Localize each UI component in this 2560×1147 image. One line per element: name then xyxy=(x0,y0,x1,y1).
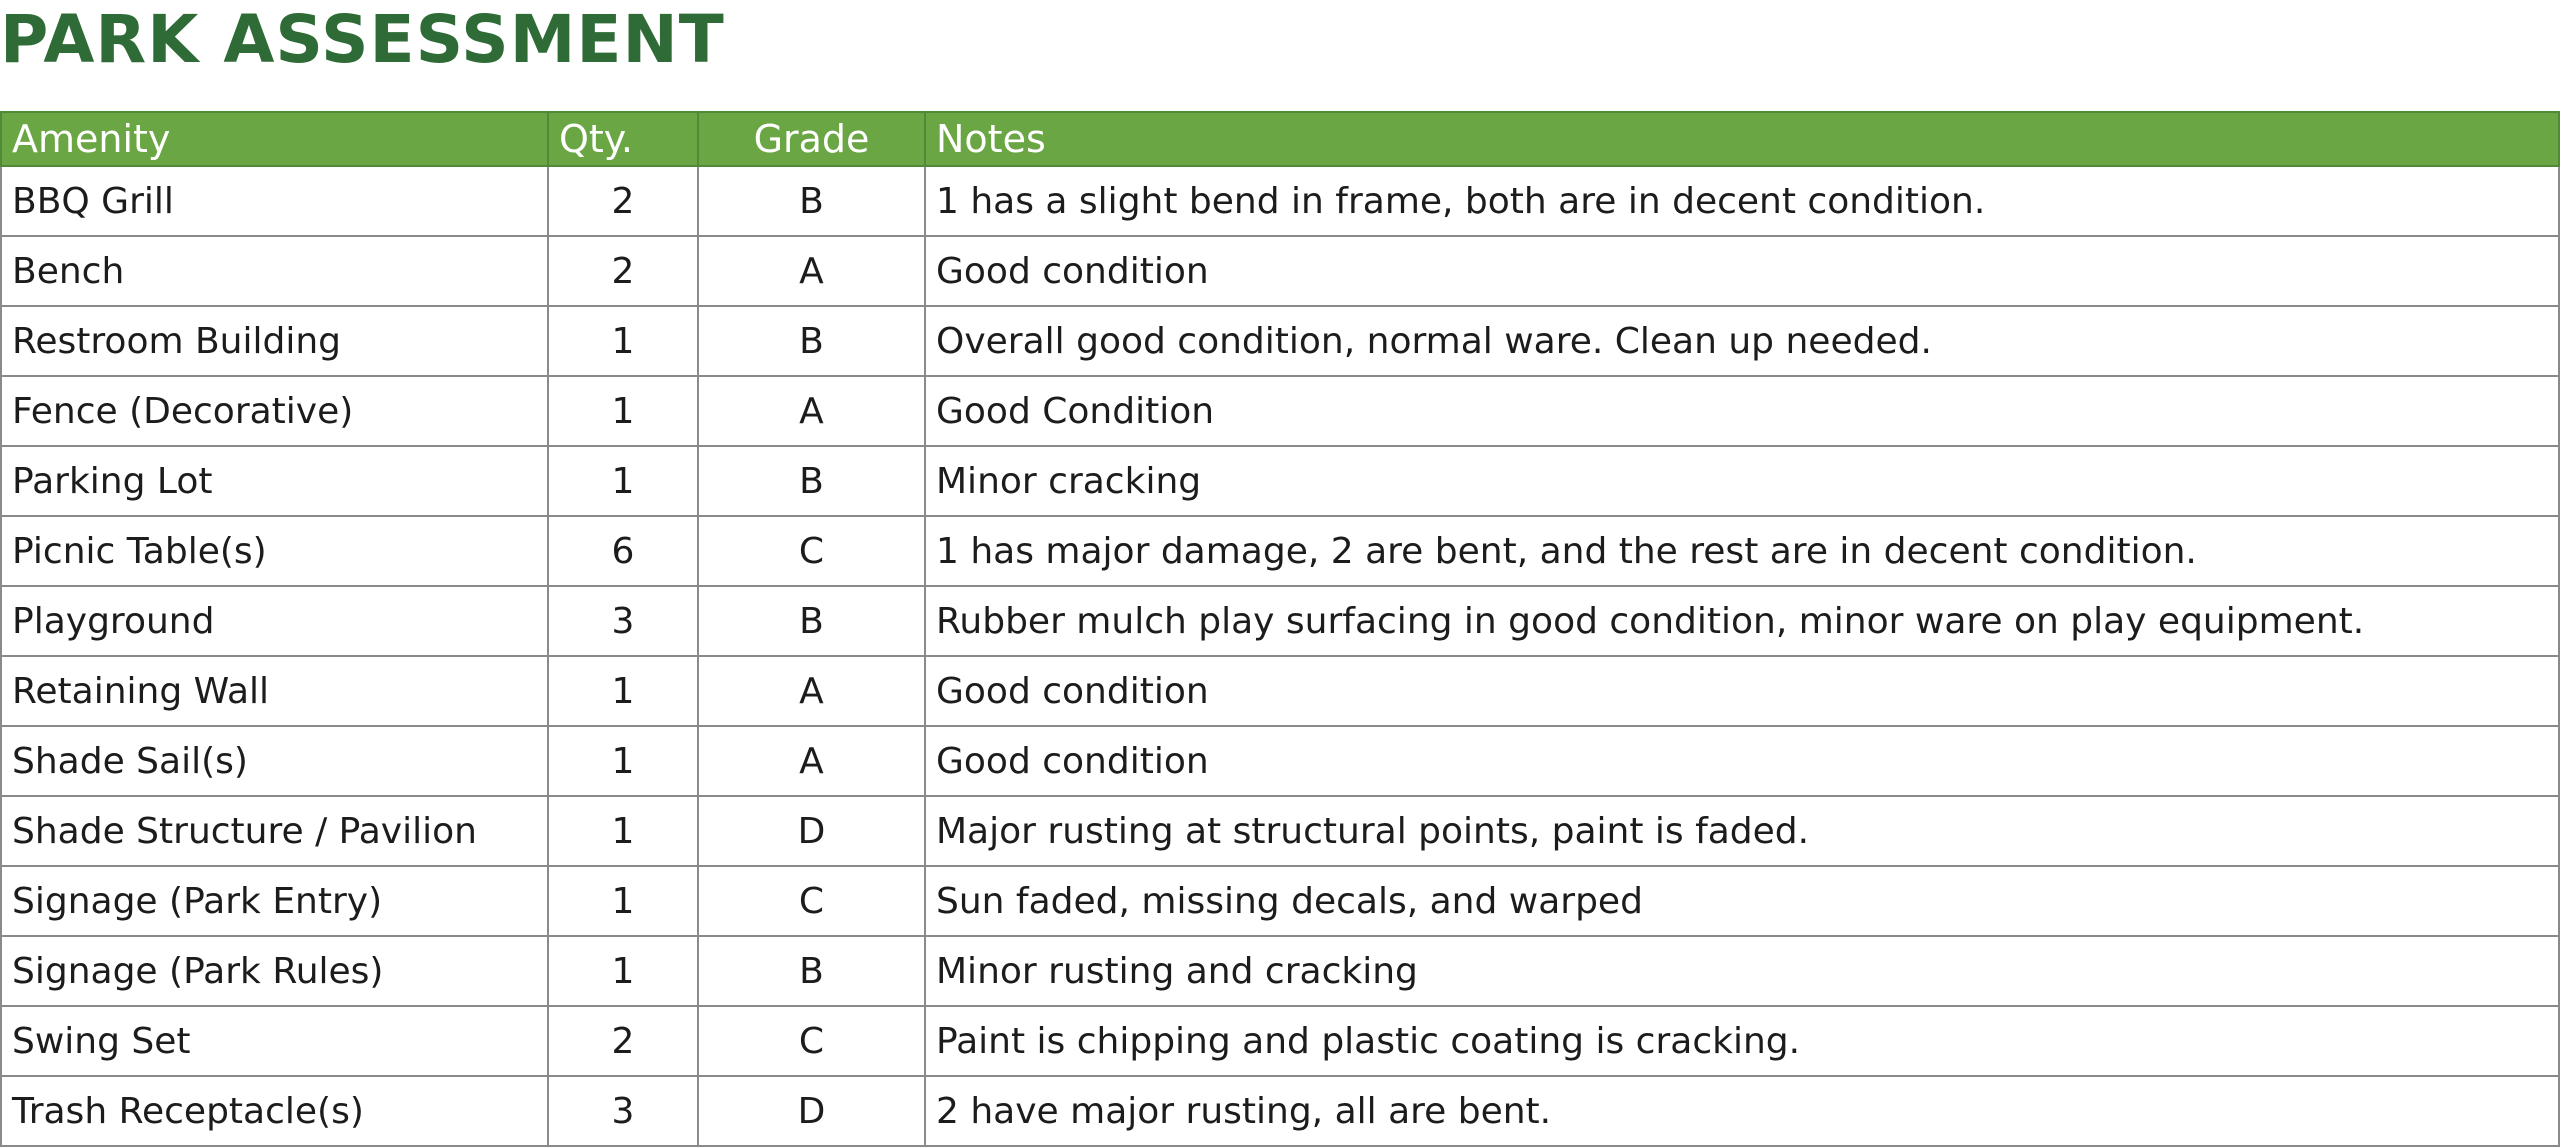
cell-notes: Good Condition xyxy=(925,376,2559,446)
cell-qty: 1 xyxy=(548,936,698,1006)
table-row xyxy=(1,166,2559,236)
cell-grade: B xyxy=(698,166,925,236)
cell-notes: Good condition xyxy=(925,236,2559,306)
cell-notes: Good condition xyxy=(925,726,2559,796)
cell-amenity: Parking Lot xyxy=(1,446,548,516)
table-row xyxy=(1,726,2559,796)
cell-amenity: Bench xyxy=(1,236,548,306)
cell-grade: B xyxy=(698,936,925,1006)
cell-qty: 1 xyxy=(548,376,698,446)
cell-grade: A xyxy=(698,726,925,796)
cell-notes: Good condition xyxy=(925,656,2559,726)
cell-grade: C xyxy=(698,516,925,586)
cell-amenity: Trash Receptacle(s) xyxy=(1,1076,548,1146)
table-row xyxy=(1,446,2559,516)
cell-qty: 2 xyxy=(548,1006,698,1076)
cell-amenity: Fence (Decorative) xyxy=(1,376,548,446)
cell-qty: 6 xyxy=(548,516,698,586)
cell-notes: Minor cracking xyxy=(925,446,2559,516)
cell-grade: B xyxy=(698,586,925,656)
cell-grade: C xyxy=(698,866,925,936)
cell-notes: Major rusting at structural points, paint is faded. xyxy=(925,796,2559,866)
table-row xyxy=(1,936,2559,1006)
cell-notes: Sun faded, missing decals, and warped xyxy=(925,866,2559,936)
table-row xyxy=(1,586,2559,656)
table-row xyxy=(1,866,2559,936)
table-body xyxy=(1,166,2559,1146)
table-row xyxy=(1,376,2559,446)
cell-grade: C xyxy=(698,1006,925,1076)
table-row xyxy=(1,656,2559,726)
cell-grade: A xyxy=(698,656,925,726)
cell-amenity: Picnic Table(s) xyxy=(1,516,548,586)
cell-notes: 2 have major rusting, all are bent. xyxy=(925,1076,2559,1146)
cell-notes: Rubber mulch play surfacing in good condition, minor ware on play equipment. xyxy=(925,586,2559,656)
header-notes: Notes xyxy=(925,112,2559,166)
header-qty: Qty. xyxy=(548,112,698,166)
table-header xyxy=(1,112,2559,166)
assessment-table xyxy=(0,111,2560,1147)
cell-notes: 1 has major damage, 2 are bent, and the rest are in decent condition. xyxy=(925,516,2559,586)
table-row xyxy=(1,306,2559,376)
header-grade: Grade xyxy=(698,112,925,166)
cell-amenity: Retaining Wall xyxy=(1,656,548,726)
table-row xyxy=(1,796,2559,866)
cell-qty: 1 xyxy=(548,866,698,936)
cell-amenity: Signage (Park Rules) xyxy=(1,936,548,1006)
cell-notes: Minor rusting and cracking xyxy=(925,936,2559,1006)
cell-grade: B xyxy=(698,306,925,376)
cell-amenity: Shade Structure / Pavilion xyxy=(1,796,548,866)
header-row xyxy=(1,112,2559,166)
assessment-table-container xyxy=(0,111,2560,1147)
cell-qty: 1 xyxy=(548,656,698,726)
cell-grade: A xyxy=(698,236,925,306)
cell-notes: Overall good condition, normal ware. Clean up needed. xyxy=(925,306,2559,376)
cell-grade: A xyxy=(698,376,925,446)
table-row xyxy=(1,236,2559,306)
cell-qty: 1 xyxy=(548,306,698,376)
cell-notes: Paint is chipping and plastic coating is cracking. xyxy=(925,1006,2559,1076)
cell-notes: 1 has a slight bend in frame, both are in decent condition. xyxy=(925,166,2559,236)
cell-amenity: Shade Sail(s) xyxy=(1,726,548,796)
cell-grade: D xyxy=(698,1076,925,1146)
cell-qty: 1 xyxy=(548,796,698,866)
table-row xyxy=(1,1076,2559,1146)
cell-qty: 1 xyxy=(548,446,698,516)
cell-amenity: BBQ Grill xyxy=(1,166,548,236)
table-row xyxy=(1,516,2559,586)
cell-amenity: Swing Set xyxy=(1,1006,548,1076)
table-row xyxy=(1,1006,2559,1076)
cell-amenity: Playground xyxy=(1,586,548,656)
page-title: PARK ASSESSMENT xyxy=(0,1,725,78)
cell-qty: 2 xyxy=(548,236,698,306)
header-amenity: Amenity xyxy=(1,112,548,166)
cell-qty: 3 xyxy=(548,1076,698,1146)
cell-grade: B xyxy=(698,446,925,516)
cell-qty: 1 xyxy=(548,726,698,796)
cell-qty: 2 xyxy=(548,166,698,236)
cell-grade: D xyxy=(698,796,925,866)
cell-amenity: Signage (Park Entry) xyxy=(1,866,548,936)
cell-qty: 3 xyxy=(548,586,698,656)
cell-amenity: Restroom Building xyxy=(1,306,548,376)
